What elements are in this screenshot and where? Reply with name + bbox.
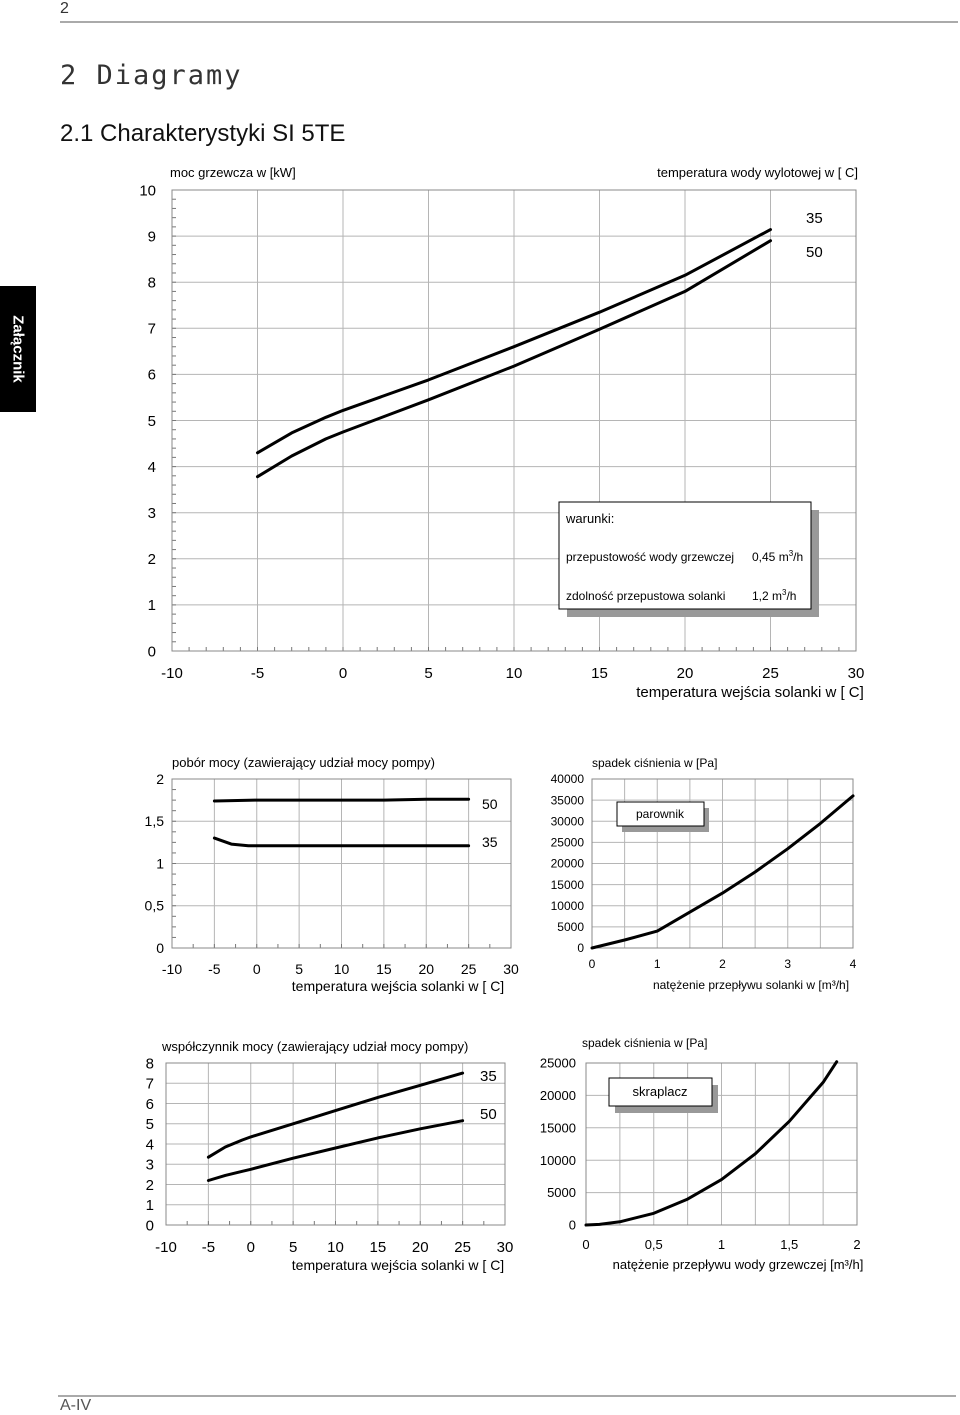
heating-y-tick-label: 4 xyxy=(147,458,156,476)
power-x-tick-label: -5 xyxy=(208,961,221,977)
evaporator-y-tick-label: 5000 xyxy=(557,920,584,935)
cop-x-tick-label: 0 xyxy=(246,1239,255,1256)
evaporator-y-tick-label: 25000 xyxy=(550,835,584,850)
condenser-y-tick-label: 15000 xyxy=(539,1120,576,1136)
heating-legend-title: temperatura wody wylotowej w [ C] xyxy=(657,165,858,180)
evaporator-x-tick-label: 2 xyxy=(719,957,726,971)
power-x-tick-label: -10 xyxy=(161,961,183,977)
conditions-row-value: 1,2 $m^3/h$ xyxy=(752,588,797,603)
heading-diagramy: 2 Diagramy xyxy=(60,60,243,91)
cop-x-tick-label: -5 xyxy=(201,1239,216,1256)
heating-y-tick-label: 3 xyxy=(147,504,156,522)
condenser-x-tick-label: 1 xyxy=(717,1237,726,1252)
power-x-tick-label: 25 xyxy=(460,961,477,977)
condenser-y-tick-label: 0 xyxy=(568,1217,576,1233)
condenser-x-tick-label: 0 xyxy=(582,1237,590,1252)
evaporator-y-tick-label: 35000 xyxy=(550,793,584,808)
cop-y-tick-label: 7 xyxy=(145,1075,154,1093)
heating-y-tick-label: 6 xyxy=(147,366,156,384)
heating-y-tick-label: 8 xyxy=(147,274,156,292)
cop-y-tick-label: 4 xyxy=(145,1136,154,1154)
header-page-number: 2 xyxy=(60,0,69,17)
evaporator-box-label: parownik xyxy=(635,807,685,821)
power-x-axis-label: temperatura wejścia solanki w [ C] xyxy=(291,978,505,994)
cop-title: współczynnik mocy (zawierający udział mocy pompy) xyxy=(162,1039,469,1054)
conditions-title: warunki: xyxy=(566,511,615,526)
power-y-tick-label: 2 xyxy=(156,770,164,787)
cop-x-tick-label: 10 xyxy=(327,1239,344,1256)
power-x-tick-label: 30 xyxy=(503,961,519,977)
condenser-x-tick-label: 0,5 xyxy=(644,1237,663,1252)
power-x-tick-label: 5 xyxy=(295,961,304,977)
evaporator-y-tick-label: 15000 xyxy=(550,877,584,892)
evaporator-x-axis-label: natężenie przepływu solanki w [m³/h] xyxy=(652,978,850,992)
power-y-tick-label: 1 xyxy=(156,855,164,872)
evaporator-y-tick-label: 20000 xyxy=(550,856,584,871)
cop-y-tick-label: 3 xyxy=(145,1156,154,1174)
power-series-label-35: 35 xyxy=(482,834,498,850)
heating-x-tick-label: 0 xyxy=(338,665,348,682)
cop-y-tick-label: 2 xyxy=(145,1176,154,1194)
cop-y-tick-label: 5 xyxy=(145,1116,154,1133)
cop-series-label-50: 50 xyxy=(480,1106,497,1123)
condenser-y-tick-label: 20000 xyxy=(539,1087,576,1103)
power-title: pobór mocy (zawierający udział mocy pompy) xyxy=(172,755,435,770)
cop-x-tick-label: 20 xyxy=(411,1239,429,1256)
heating-y-tick-label: 0 xyxy=(147,643,156,661)
conditions-row-label: przepustowość wody grzewczej xyxy=(566,550,735,564)
heating-y-tick-label: 5 xyxy=(147,412,156,430)
heating-y-tick-label: 10 xyxy=(139,182,156,200)
heating-x-tick-label: 20 xyxy=(676,665,694,682)
heating-y-tick-label: 2 xyxy=(147,551,156,569)
power-x-tick-label: 10 xyxy=(333,961,350,977)
power-x-tick-label: 0 xyxy=(252,961,261,977)
footer-page-label: A-IV xyxy=(60,1397,92,1414)
heading-charakterystyki: 2.1 Charakterystyki SI 5TE xyxy=(60,120,346,147)
cop-x-tick-label: 15 xyxy=(369,1239,387,1256)
condenser-x-axis-label: natężenie przepływu wody grzewczej [m³/h] xyxy=(612,1257,864,1272)
evaporator-x-tick-label: 1 xyxy=(653,957,661,971)
condenser-box-label: skraplacz xyxy=(632,1084,688,1099)
cop-y-tick-label: 6 xyxy=(145,1095,154,1113)
power-series-label-50: 50 xyxy=(482,796,498,812)
heating-series-label-35: 35 xyxy=(806,210,823,227)
heating-title: moc grzewcza w [kW] xyxy=(170,165,296,180)
cop-x-tick-label: 25 xyxy=(454,1239,471,1256)
cop-x-axis-label: temperatura wejścia solanki w [ C] xyxy=(291,1257,505,1273)
side-tab-label: Załącznik xyxy=(9,315,27,383)
cop-y-tick-label: 1 xyxy=(145,1197,154,1214)
power-x-tick-label: 20 xyxy=(418,961,435,977)
heating-y-tick-label: 7 xyxy=(147,320,156,338)
evaporator-title: spadek ciśnienia w [Pa] xyxy=(592,756,718,770)
heating-x-tick-label: -5 xyxy=(250,665,265,682)
condenser-x-tick-label: 1,5 xyxy=(780,1237,799,1252)
condenser-y-tick-label: 10000 xyxy=(539,1152,576,1168)
cop-x-tick-label: -10 xyxy=(155,1239,177,1256)
heating-x-tick-label: -10 xyxy=(161,665,183,682)
power-y-tick-label: 0 xyxy=(156,939,164,956)
evaporator-x-tick-label: 4 xyxy=(849,957,857,971)
conditions-row-label: zdolność przepustowa solanki xyxy=(566,589,726,603)
cop-series-label-35: 35 xyxy=(480,1068,497,1085)
heating-x-tick-label: 10 xyxy=(505,665,523,682)
power-y-tick-label: 1,5 xyxy=(144,813,164,830)
power-x-tick-label: 15 xyxy=(376,961,392,977)
evaporator-y-tick-label: 10000 xyxy=(550,898,584,913)
cop-x-tick-label: 30 xyxy=(496,1239,514,1256)
heating-x-axis-label: temperatura wejścia solanki w [ C] xyxy=(636,684,864,701)
evaporator-y-tick-label: 0 xyxy=(577,941,584,956)
evaporator-y-tick-label: 40000 xyxy=(550,772,584,787)
heating-x-tick-label: 15 xyxy=(591,665,608,682)
evaporator-x-tick-label: 0 xyxy=(588,957,596,971)
conditions-row-value: 0,45 $m^3/h$ xyxy=(752,549,804,564)
heating-x-tick-label: 25 xyxy=(762,665,779,682)
power-series-line-50 xyxy=(214,799,468,801)
cop-x-tick-label: 5 xyxy=(288,1239,298,1256)
heating-x-tick-label: 5 xyxy=(424,665,433,682)
heating-series-label-50: 50 xyxy=(806,244,823,261)
condenser-title: spadek ciśnienia w [Pa] xyxy=(582,1036,708,1050)
evaporator-y-tick-label: 30000 xyxy=(550,814,584,829)
heating-y-tick-label: 9 xyxy=(147,228,156,246)
evaporator-x-tick-label: 3 xyxy=(784,957,792,971)
power-y-tick-label: 0,5 xyxy=(144,897,164,914)
condenser-y-tick-label: 25000 xyxy=(539,1055,576,1071)
condenser-y-tick-label: 5000 xyxy=(547,1185,576,1201)
condenser-x-tick-label: 2 xyxy=(853,1237,861,1252)
cop-y-tick-label: 8 xyxy=(145,1055,154,1073)
heating-x-tick-label: 30 xyxy=(847,665,865,682)
heating-y-tick-label: 1 xyxy=(147,597,156,615)
cop-y-tick-label: 0 xyxy=(145,1217,154,1235)
